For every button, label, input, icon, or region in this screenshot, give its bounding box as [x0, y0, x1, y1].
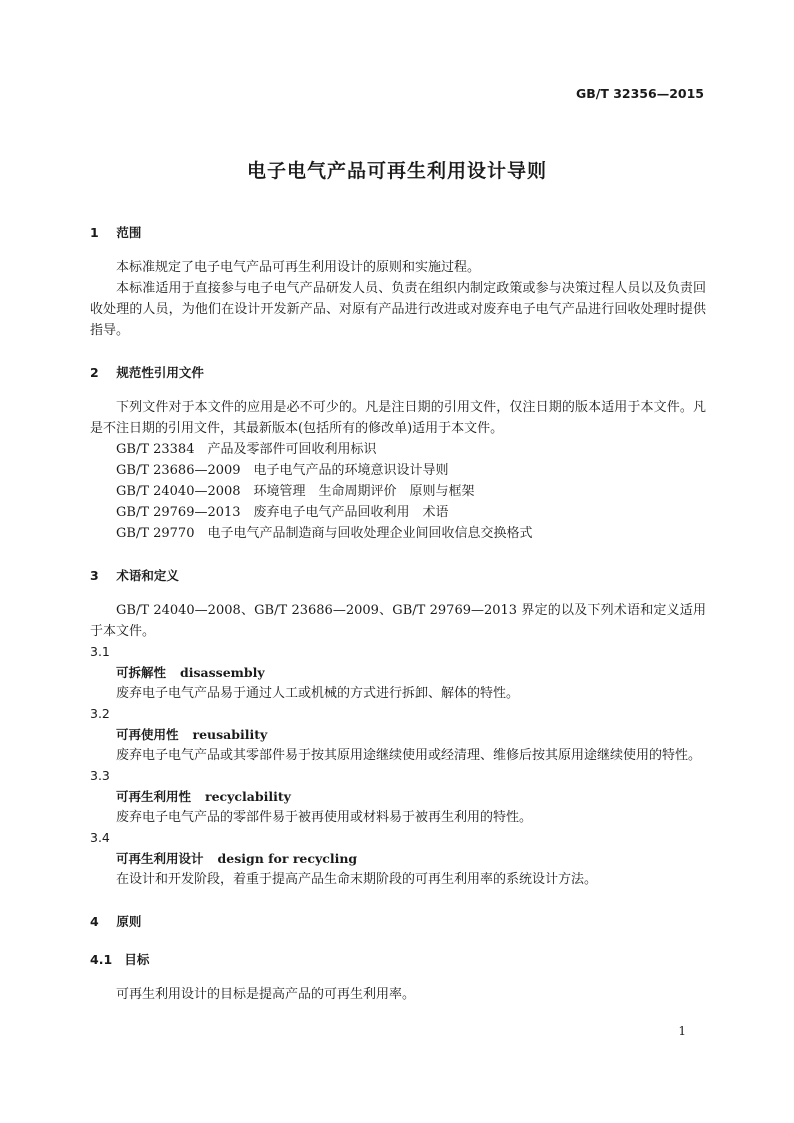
section-number: 3: [90, 568, 99, 583]
section-1-heading: [90, 223, 706, 243]
paragraph: 可再生利用设计的目标是提高产品的可再生利用率。: [116, 987, 416, 1002]
term-en: disassembly: [180, 665, 265, 680]
section-number: 2: [90, 365, 99, 380]
reference-item: GB/T 29769—2013 废弃电子电气产品回收利用 术语: [116, 505, 449, 520]
section-title: 原则: [116, 914, 142, 929]
term-zh: 可拆解性: [116, 665, 167, 680]
term-en: design for recycling: [217, 851, 358, 866]
section-2-heading: [90, 363, 706, 383]
term-definition: 废弃电子电气产品易于通过人工或机械的方式进行拆卸、解体的特性。: [116, 686, 520, 701]
term-heading: [90, 786, 706, 807]
subsection-number: 4.1: [90, 952, 113, 967]
section-number: 1: [90, 225, 99, 240]
reference-item: GB/T 24040—2008 环境管理 生命周期评价 原则与框架: [116, 484, 475, 499]
term-number: 3.4: [90, 830, 110, 845]
paragraph: 下列文件对于本文件的应用是必不可少的。凡是注日期的引用文件，仅注日期的版本适用于本文件。凡是不注日期的引用文件，其最新版本(包括所有的修改单)适用于本文件。: [90, 400, 706, 436]
section-title: 范围: [116, 225, 142, 240]
subsection-title: 目标: [124, 952, 150, 967]
term-definition: 废弃电子电气产品或其零部件易于按其原用途继续使用或经清理、维修后按其原用途继续使用的特性。: [116, 748, 702, 763]
term-en: recyclability: [205, 789, 291, 804]
term-heading: [90, 724, 706, 745]
section-3-heading: [90, 566, 706, 586]
paragraph: 本标准适用于直接参与电子电气产品研发人员、负责在组织内制定政策或参与决策过程人员以及负责回收处理的人员，为他们在设计开发新产品、对原有产品进行改进或对废弃电子电气产品进行回收处理时提供指导。: [90, 281, 706, 338]
page-number: 1: [678, 1024, 686, 1038]
paragraph: GB/T 24040—2008、GB/T 23686—2009、GB/T 29769—2013 界定的以及下列术语和定义适用于本文件。: [90, 603, 706, 639]
term-zh: 可再生利用设计: [116, 851, 204, 866]
term-number: 3.3: [90, 768, 110, 783]
reference-item: GB/T 23384 产品及零部件可回收利用标识: [116, 442, 377, 457]
term-en: reusability: [192, 727, 268, 742]
term-zh: 可再使用性: [116, 727, 179, 742]
section-title: 术语和定义: [116, 568, 179, 583]
term-heading: [90, 662, 706, 683]
reference-item: GB/T 29770 电子电气产品制造商与回收处理企业间回收信息交换格式: [116, 526, 533, 541]
term-number: 3.2: [90, 706, 110, 721]
paragraph: 本标准规定了电子电气产品可再生利用设计的原则和实施过程。: [116, 260, 481, 275]
term-zh: 可再生利用性: [116, 789, 192, 804]
reference-item: GB/T 23686—2009 电子电气产品的环境意识设计导则: [116, 463, 449, 478]
standard-code: GB/T 32356—2015: [575, 86, 704, 101]
document-body: [90, 223, 706, 1005]
term-definition: 废弃电子电气产品的零部件易于被再使用或材料易于被再生利用的特性。: [116, 810, 533, 825]
term-number: 3.1: [90, 644, 110, 659]
document-title: 电子电气产品可再生利用设计导则: [246, 160, 547, 182]
section-4-heading: [90, 912, 706, 932]
section-number: 4: [90, 914, 99, 929]
section-title: 规范性引用文件: [116, 365, 204, 380]
subsection-4-1-heading: [90, 950, 706, 970]
term-definition: 在设计和开发阶段，着重于提高产品生命末期阶段的可再生利用率的系统设计方法。: [116, 872, 598, 887]
term-heading: [90, 848, 706, 869]
